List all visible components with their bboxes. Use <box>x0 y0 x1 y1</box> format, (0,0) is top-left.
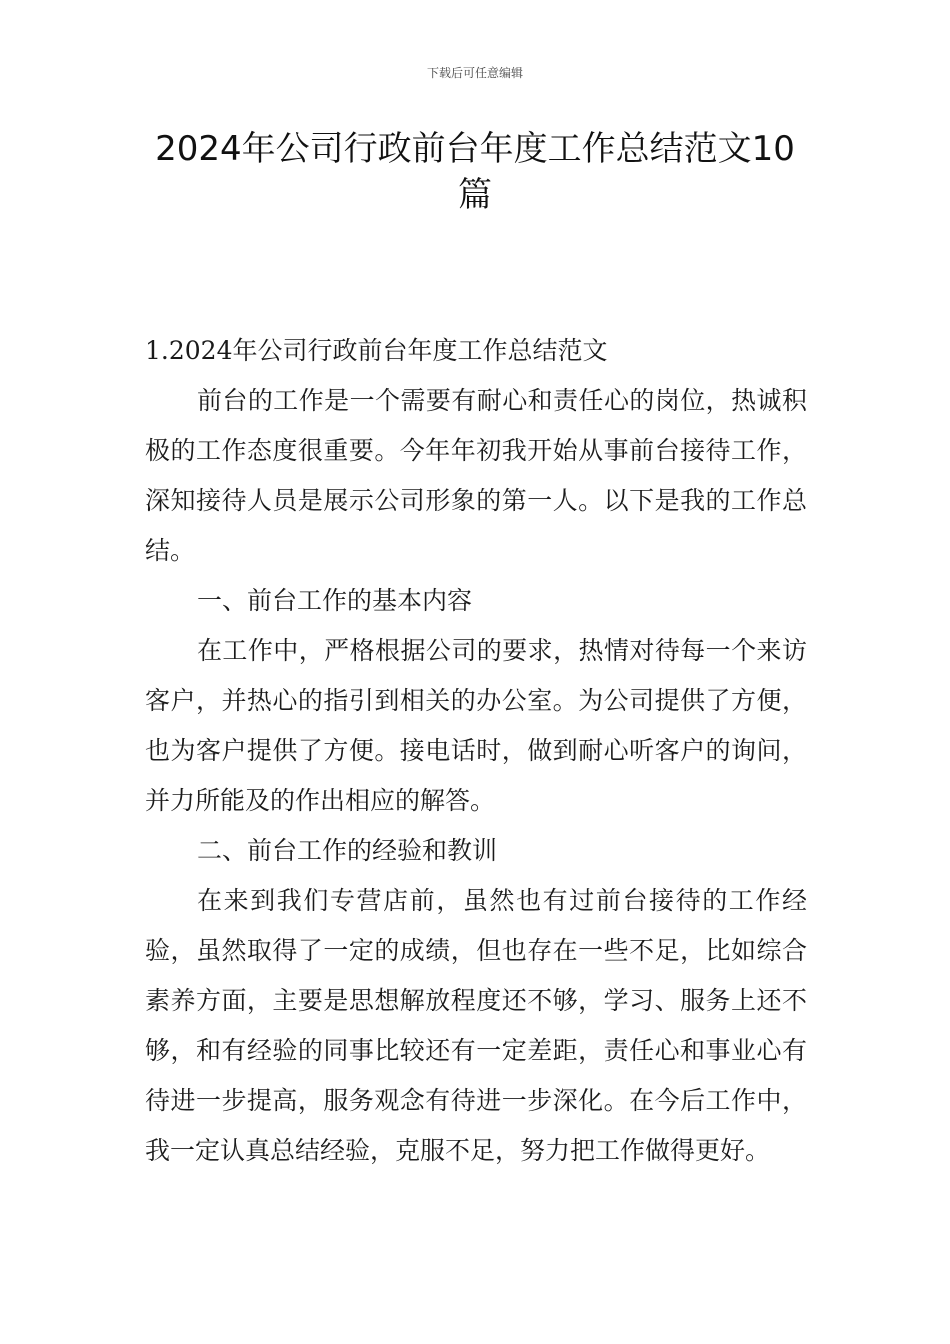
paragraph: 在工作中，严格根据公司的要求，热情对待每一个来访客户，并热心的指引到相关的办公室。为公司提供了方便，也为客户提供了方便。接电话时，做到耐心听客户的询问，并力所能及的作出相应的解答。 <box>145 636 807 815</box>
document-body <box>145 326 807 1176</box>
paragraph: 前台的工作是一个需要有耐心和责任心的岗位，热诚积极的工作态度很重要。今年年初我开始从事前台接待工作，深知接待人员是展示公司形象的第一人。以下是我的工作总结。 <box>145 386 807 565</box>
header-note: 下载后可任意编辑 <box>426 66 523 80</box>
subsection-heading: 一、前台工作的基本内容 <box>197 586 473 615</box>
document-title: 2024年公司行政前台年度工作总结范文10篇 <box>155 129 795 215</box>
paragraph: 在来到我们专营店前，虽然也有过前台接待的工作经验，虽然取得了一定的成绩，但也存在一些不足，比如综合素养方面，主要是思想解放程度还不够，学习、服务上还不够，和有经验的同事比较还有一定差距，责任心和事业心有待进一步提高，服务观念有待进一步深化。在今后工作中，我一定认真总结经验，克服不足，努力把工作做得更好。 <box>145 886 807 1165</box>
subsection-heading: 二、前台工作的经验和教训 <box>197 836 498 865</box>
section-heading: 1.2024年公司行政前台年度工作总结范文 <box>145 336 608 365</box>
